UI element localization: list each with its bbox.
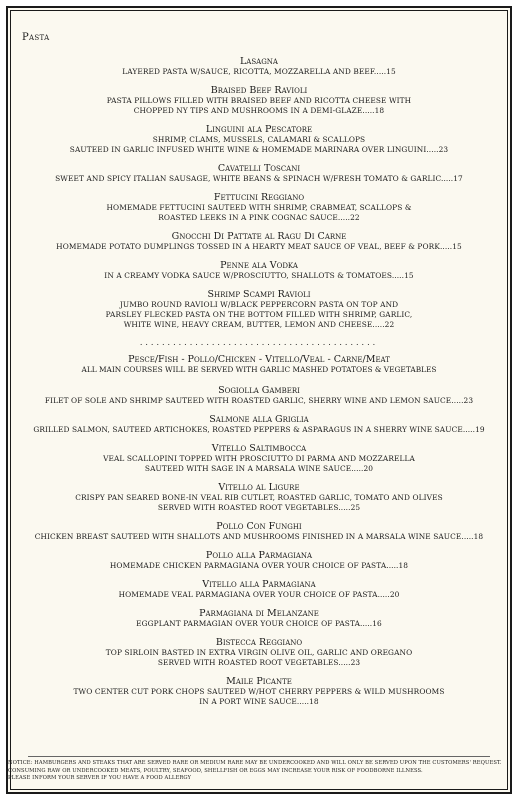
menu-item: [22, 163, 496, 184]
menu-item-description: [22, 590, 496, 600]
description-line: CHOPPED NY TIPS AND MUSHROOMS IN A DEMI-GLAZE.....18: [133, 106, 385, 115]
description-line: EGGPLANT PARMAGIAN OVER YOUR CHOICE OF PASTA.....16: [136, 619, 382, 628]
menu-item-name: Vitello Saltimbocca: [211, 443, 307, 454]
menu-item: [22, 443, 496, 474]
description-line: VEAL SCALLOPINI TOPPED WITH PROSCIUTTO DI PARMA AND MOZZARELLA: [103, 454, 415, 463]
menu-item-name: Gnocchi Di Pattate al Ragu Di Carne: [171, 231, 347, 242]
menu-item-description: [22, 425, 496, 435]
notice-line: CONSUMING RAW OR UNDERCOOKED MEATS, POULTRY, SEAFOOD, SHELLFISH OR EGGS MAY INCREASE YOUR RISK OF FOODBORNE ILLNESS.: [8, 767, 423, 774]
menu-item: [22, 521, 496, 542]
description-line: SERVED WITH ROASTED ROOT VEGETABLES.....23: [157, 658, 361, 667]
description-line: TOP SIRLOIN BASTED IN EXTRA VIRGIN OLIVE OIL, GARLIC AND OREGANO: [105, 648, 413, 657]
menu-item: [22, 85, 496, 116]
mains-list: [22, 385, 496, 707]
menu-item: [22, 482, 496, 513]
menu-item-description: [22, 96, 496, 116]
description-line: ROASTED LEEKS IN A PINK COGNAC SAUCE.....22: [158, 213, 360, 222]
menu-item-description: [22, 242, 496, 252]
menu-item-description: [22, 648, 496, 668]
description-line: PARSLEY FLECKED PASTA ON THE BOTTOM FILLED WITH SHRIMP, GARLIC,: [105, 310, 413, 319]
menu-item: [22, 289, 496, 330]
description-line: SWEET AND SPICY ITALIAN SAUSAGE, WHITE BEANS & SPINACH W/FRESH TOMATO & GARLIC.....17: [55, 174, 463, 183]
description-line: WHITE WINE, HEAVY CREAM, BUTTER, LEMON AND CHEESE.....22: [123, 320, 395, 329]
menu-item-name: Sogiolla Gamberi: [218, 385, 300, 396]
menu-item-description: [22, 271, 496, 281]
allergy-notice: [8, 760, 510, 783]
description-line: HOMEMADE CHICKEN PARMAGIANA OVER YOUR CHOICE OF PASTA.....18: [109, 561, 409, 570]
menu-item-description: [22, 174, 496, 184]
section-divider: ...........................................: [139, 338, 379, 347]
menu-item: [22, 385, 496, 406]
menu-item-description: [22, 561, 496, 571]
mains-section-title: Pesce/Fish - Pollo/Chicken - Vitello/Veal - Carne/Meat: [128, 354, 390, 365]
description-line: CRISPY PAN SEARED BONE-IN VEAL RIB CUTLET, ROASTED GARLIC, TOMATO AND OLIVES: [75, 493, 443, 502]
menu-item-description: [22, 135, 496, 155]
menu-item-description: [22, 396, 496, 406]
description-line: LAYERED PASTA W/SAUCE, RICOTTA, MOZZARELLA AND BEEF.....15: [122, 67, 396, 76]
menu-item: [22, 608, 496, 629]
menu-item-description: [22, 687, 496, 707]
description-line: HOMEMADE FETTUCINI SAUTEED WITH SHRIMP, CRABMEAT, SCALLOPS &: [106, 203, 412, 212]
menu-item-name: Maile Picante: [226, 676, 292, 687]
menu-item: [22, 231, 496, 252]
menu-item-name: Salmone alla Griglia: [209, 414, 309, 425]
menu-item-name: Vitello alla Parmagiana: [202, 579, 316, 590]
menu-item: [22, 260, 496, 281]
pasta-section-title: Pasta: [22, 32, 50, 43]
menu-item: [22, 676, 496, 707]
menu-item-name: Pollo Con Funghi: [216, 521, 302, 532]
notice-line: PLEASE INFORM YOUR SERVER IF YOU HAVE A FOOD ALLERGY: [8, 775, 192, 781]
menu-item-description: [22, 619, 496, 629]
menu-item-name: Parmagiana di Melanzane: [199, 608, 319, 619]
menu-item-description: [22, 493, 496, 513]
menu-items: [22, 56, 496, 715]
menu-item-description: [22, 454, 496, 474]
menu-item-description: [22, 203, 496, 223]
menu-item-description: [22, 532, 496, 542]
description-line: IN A PORT WINE SAUCE.....18: [199, 697, 319, 706]
description-line: GRILLED SALMON, SAUTEED ARTICHOKES, ROASTED PEPPERS & ASPARAGUS IN A SHERRY WINE SAUCE.....19: [33, 425, 485, 434]
description-line: SAUTEED IN GARLIC INFUSED WHITE WINE & HOMEMADE MARINARA OVER LINGUINI.....23: [69, 145, 449, 154]
menu-item: [22, 579, 496, 600]
description-line: JUMBO ROUND RAVIOLI W/BLACK PEPPERCORN PASTA ON TOP AND: [119, 300, 399, 309]
menu-item-name: Bistecca Reggiano: [215, 637, 303, 648]
menu-page: [6, 6, 512, 794]
menu-item-name: Vitello al Ligure: [218, 482, 300, 493]
menu-item-name: Fettucini Reggiano: [213, 192, 305, 203]
menu-item-name: Linguini ala Pescatore: [205, 124, 313, 135]
menu-item-name: Penne ala Vodka: [220, 260, 298, 271]
menu-item-description: [22, 300, 496, 330]
description-line: HOMEMADE POTATO DUMPLINGS TOSSED IN A HEARTY MEAT SAUCE OF VEAL, BEEF & PORK.....15: [56, 242, 462, 251]
description-line: FILET OF SOLE AND SHRIMP SAUTEED WITH ROASTED GARLIC, SHERRY WINE AND LEMON SAUCE.....23: [44, 396, 474, 405]
description-line: IN A CREAMY VODKA SAUCE W/PROSCIUTTO, SHALLOTS & TOMATOES.....15: [104, 271, 414, 280]
menu-item: [22, 56, 496, 77]
menu-item-name: Shrimp Scampi Ravioli: [207, 289, 311, 300]
notice-line: NOTICE: HAMBURGERS AND STEAKS THAT ARE SERVED RARE OR MEDIUM RARE MAY BE UNDERCOOKED AND WILL ONLY BE SERVED UPON THE CUSTOMERS' REQUEST.: [8, 760, 502, 766]
menu-item: [22, 414, 496, 435]
menu-item: [22, 192, 496, 223]
description-line: SERVED WITH ROASTED ROOT VEGETABLES.....25: [157, 503, 361, 512]
menu-item: [22, 124, 496, 155]
menu-item-description: [22, 67, 496, 77]
menu-item-name: Pollo alla Parmagiana: [205, 550, 313, 561]
notice-divider: [28, 756, 490, 757]
menu-item: [22, 637, 496, 668]
menu-content: [22, 22, 496, 786]
description-line: CHICKEN BREAST SAUTEED WITH SHALLOTS AND MUSHROOMS FINISHED IN A MARSALA WINE SAUCE.....18: [34, 532, 484, 541]
description-line: TWO CENTER CUT PORK CHOPS SAUTEED W/HOT CHERRY PEPPERS & WILD MUSHROOMS: [73, 687, 445, 696]
description-line: PASTA PILLOWS FILLED WITH BRAISED BEEF AND RICOTTA CHEESE WITH: [106, 96, 412, 105]
mains-section-subtitle: ALL MAIN COURSES WILL BE SERVED WITH GARLIC MASHED POTATOES & VEGETABLES: [81, 365, 437, 374]
pasta-list: [22, 56, 496, 330]
description-line: SAUTEED WITH SAGE IN A MARSALA WINE SAUCE.....20: [144, 464, 374, 473]
menu-item-name: Cavatelli Toscani: [217, 163, 301, 174]
menu-item-name: Lasagna: [240, 56, 278, 67]
description-line: SHRIMP, CLAMS, MUSSELS, CALAMARI & SCALLOPS: [152, 135, 366, 144]
description-line: HOMEMADE VEAL PARMAGIANA OVER YOUR CHOICE OF PASTA.....20: [118, 590, 400, 599]
menu-item: [22, 550, 496, 571]
menu-item-name: Braised Beef Ravioli: [210, 85, 308, 96]
